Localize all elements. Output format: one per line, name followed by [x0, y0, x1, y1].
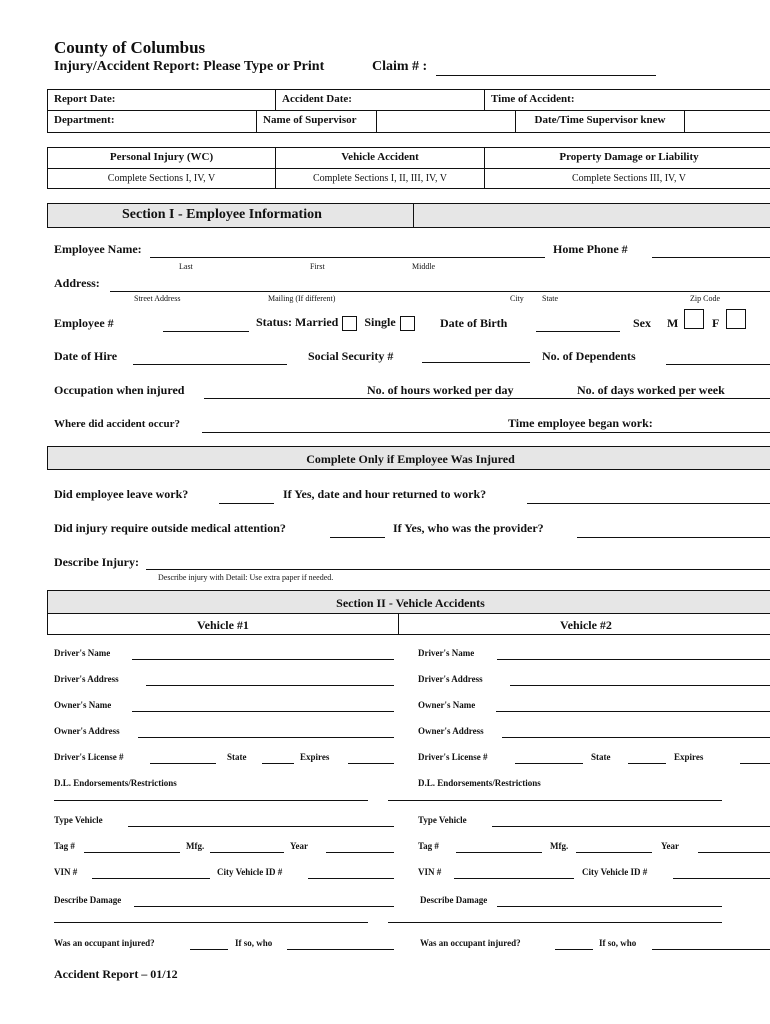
- type-personal-injury-sections: Complete Sections I, IV, V: [47, 168, 276, 189]
- returned-field[interactable]: [527, 503, 770, 504]
- v2-owner-name-label: Owner's Name: [418, 700, 476, 710]
- form-id-footer: Accident Report – 01/12: [54, 967, 178, 981]
- accident-date-label: Accident Date:: [282, 93, 352, 105]
- v2-city-vehicle-id-label: City Vehicle ID #: [582, 867, 648, 877]
- v1-if-so-field[interactable]: [287, 949, 394, 950]
- v1-city-vehicle-id-field[interactable]: [308, 878, 394, 879]
- v2-tag-field[interactable]: [456, 852, 542, 853]
- time-began-label: Time employee began work:: [508, 416, 653, 430]
- v2-city-vehicle-id-field[interactable]: [673, 878, 770, 879]
- medical-attention-field[interactable]: [330, 537, 385, 538]
- v1-occupant-field[interactable]: [190, 949, 228, 950]
- v2-vin-label: VIN #: [418, 867, 442, 877]
- v1-mfg-label: Mfg.: [186, 841, 205, 851]
- ssn-field[interactable]: [422, 362, 530, 363]
- v2-damage-label: Describe Damage: [420, 895, 488, 905]
- v2-state-field[interactable]: [628, 763, 666, 764]
- zip-hint: Zip Code: [690, 294, 720, 303]
- dependents-field[interactable]: [666, 364, 770, 365]
- employee-number-field[interactable]: [163, 331, 249, 332]
- v2-driver-address-field[interactable]: [510, 685, 770, 686]
- v2-damage-field-2[interactable]: [388, 922, 722, 923]
- date-of-hire-label: Date of Hire: [54, 349, 118, 363]
- home-phone-label: Home Phone #: [553, 242, 628, 256]
- section1-header-right: [413, 203, 770, 228]
- v2-occupant-label: Was an occupant injured?: [420, 938, 521, 948]
- v2-owner-name-field[interactable]: [496, 711, 770, 712]
- v1-expires-label: Expires: [300, 752, 330, 762]
- address-field[interactable]: [110, 291, 770, 292]
- single-label: Single: [364, 315, 396, 329]
- supervisor-field[interactable]: [376, 110, 516, 133]
- leave-work-label: Did employee leave work?: [54, 487, 189, 501]
- v1-driver-name-field[interactable]: [132, 659, 394, 660]
- v1-expires-field[interactable]: [348, 763, 394, 764]
- v2-vin-field[interactable]: [454, 878, 574, 879]
- hours-per-day-label: No. of hours worked per day: [367, 383, 514, 397]
- vehicle1-header: [47, 613, 399, 635]
- v1-year-field[interactable]: [326, 852, 394, 853]
- v1-owner-name-label: Owner's Name: [54, 700, 112, 710]
- leave-work-field[interactable]: [219, 503, 274, 504]
- accident-date-cell[interactable]: [275, 89, 485, 111]
- describe-injury-hint: Describe injury with Detail: Use extra paper if needed.: [158, 573, 334, 582]
- v1-endorsements-label: D.L. Endorsements/Restrictions: [54, 778, 177, 788]
- v1-type-vehicle-field[interactable]: [128, 826, 394, 827]
- type-vehicle-accident-title: Vehicle Accident: [341, 151, 419, 163]
- v2-occupant-field[interactable]: [555, 949, 593, 950]
- v2-year-label: Year: [661, 841, 679, 851]
- claim-label: Claim # :: [372, 59, 428, 74]
- v2-license-label: Driver's License #: [418, 752, 488, 762]
- v2-owner-address-field[interactable]: [502, 737, 770, 738]
- provider-field[interactable]: [577, 537, 770, 538]
- v1-state-label: State: [227, 752, 247, 762]
- sex-f-label: F: [712, 316, 720, 330]
- type-personal-injury-title: Personal Injury (WC): [109, 151, 214, 163]
- sex-m-label: M: [667, 316, 679, 330]
- time-of-accident-cell[interactable]: [484, 89, 770, 111]
- section1-title: Section I - Employee Information: [122, 207, 322, 222]
- v2-expires-label: Expires: [674, 752, 704, 762]
- v1-tag-label: Tag #: [54, 841, 75, 851]
- v1-vin-label: VIN #: [54, 867, 78, 877]
- v1-year-label: Year: [290, 841, 308, 851]
- supervisor-label-cell: [256, 110, 377, 133]
- injured-section-header: [47, 446, 770, 470]
- mailing-hint: Mailing (If different): [268, 294, 336, 303]
- v1-if-so-label: If so, who: [235, 938, 273, 948]
- city-hint: City: [510, 294, 524, 303]
- v1-occupant-label: Was an occupant injured?: [54, 938, 155, 948]
- section2-title: Section II - Vehicle Accidents: [336, 596, 485, 610]
- occupation-field[interactable]: [204, 398, 770, 399]
- v2-year-field[interactable]: [698, 852, 770, 853]
- v1-state-field[interactable]: [262, 763, 294, 764]
- v1-damage-field[interactable]: [134, 906, 394, 907]
- v1-driver-address-field[interactable]: [146, 685, 394, 686]
- v1-city-vehicle-id-label: City Vehicle ID #: [217, 867, 283, 877]
- type-personal-injury: [47, 147, 276, 169]
- v2-endorsements-label: D.L. Endorsements/Restrictions: [418, 778, 541, 788]
- type-property-damage: [484, 147, 770, 169]
- v2-endorsements-field[interactable]: [388, 800, 722, 801]
- section1-header: [47, 203, 414, 228]
- v2-license-field[interactable]: [515, 763, 583, 764]
- department-cell[interactable]: [47, 110, 257, 133]
- describe-injury-label: Describe Injury:: [54, 555, 139, 569]
- dob-label: Date of Birth: [440, 316, 508, 330]
- claim-field[interactable]: [436, 75, 656, 76]
- type-vehicle-accident-sections: Complete Sections I, II, III, IV, V: [275, 168, 485, 189]
- supervisor-knew-field[interactable]: [684, 110, 770, 133]
- v2-driver-name-field[interactable]: [497, 659, 770, 660]
- v1-endorsements-field[interactable]: [54, 800, 368, 801]
- v1-type-vehicle-label: Type Vehicle: [54, 815, 103, 825]
- v2-state-label: State: [591, 752, 611, 762]
- supervisor-knew-label: Date/Time Supervisor knew: [534, 114, 666, 126]
- occupation-label: Occupation when injured: [54, 383, 185, 397]
- v2-if-so-field[interactable]: [652, 949, 770, 950]
- v1-owner-address-field[interactable]: [138, 737, 394, 738]
- report-date-cell[interactable]: [47, 89, 276, 111]
- employee-name-field[interactable]: [150, 257, 545, 258]
- vehicle2-title: Vehicle #2: [560, 618, 612, 632]
- org-title: County of Columbus: [54, 38, 206, 57]
- describe-injury-field[interactable]: [146, 569, 770, 570]
- address-label: Address:: [54, 276, 100, 290]
- v2-expires-field[interactable]: [740, 763, 770, 764]
- home-phone-field[interactable]: [652, 257, 770, 258]
- vehicle2-header: [398, 613, 770, 635]
- v1-license-field[interactable]: [150, 763, 216, 764]
- v1-driver-address-label: Driver's Address: [54, 674, 119, 684]
- section2-header: [47, 590, 770, 614]
- v2-tag-label: Tag #: [418, 841, 439, 851]
- provider-label: If Yes, who was the provider?: [393, 521, 544, 535]
- supervisor-knew-label-cell: [515, 110, 685, 133]
- report-date-label: Report Date:: [54, 93, 116, 105]
- v1-damage-label: Describe Damage: [54, 895, 122, 905]
- department-label: Department:: [54, 114, 115, 126]
- v2-if-so-label: If so, who: [599, 938, 637, 948]
- dob-field[interactable]: [536, 331, 620, 332]
- last-hint: Last: [179, 262, 193, 271]
- sex-m-checkbox[interactable]: [684, 309, 704, 329]
- v1-damage-field-2[interactable]: [54, 922, 368, 923]
- v2-owner-address-label: Owner's Address: [418, 726, 484, 736]
- date-of-hire-field[interactable]: [133, 364, 287, 365]
- v2-driver-address-label: Driver's Address: [418, 674, 483, 684]
- first-hint: First: [310, 262, 325, 271]
- v2-type-vehicle-label: Type Vehicle: [418, 815, 467, 825]
- married-label: Status: Married: [256, 315, 339, 329]
- v1-owner-name-field[interactable]: [132, 711, 394, 712]
- v2-mfg-field[interactable]: [576, 852, 652, 853]
- v2-damage-field[interactable]: [497, 906, 722, 907]
- medical-attention-label: Did injury require outside medical attention?: [54, 521, 286, 535]
- supervisor-label: Name of Supervisor: [263, 114, 357, 126]
- single-checkbox[interactable]: [400, 316, 415, 331]
- days-per-week-label: No. of days worked per week: [577, 383, 725, 397]
- v2-driver-name-label: Driver's Name: [418, 648, 475, 658]
- marital-status: [256, 315, 415, 331]
- v1-driver-name-label: Driver's Name: [54, 648, 111, 658]
- v1-vin-field[interactable]: [92, 878, 210, 879]
- sex-label: Sex: [633, 316, 651, 330]
- v2-type-vehicle-field[interactable]: [492, 826, 770, 827]
- middle-hint: Middle: [412, 262, 436, 271]
- v1-tag-field[interactable]: [84, 852, 180, 853]
- injured-section-title: Complete Only if Employee Was Injured: [306, 452, 515, 466]
- v1-license-label: Driver's License #: [54, 752, 124, 762]
- ssn-label: Social Security #: [308, 349, 394, 363]
- type-vehicle-accident: [275, 147, 485, 169]
- time-of-accident-label: Time of Accident:: [491, 93, 575, 105]
- v1-mfg-field[interactable]: [210, 852, 284, 853]
- dependents-label: No. of Dependents: [542, 349, 636, 363]
- married-checkbox[interactable]: [342, 316, 357, 331]
- v1-owner-address-label: Owner's Address: [54, 726, 120, 736]
- sex-f-checkbox[interactable]: [726, 309, 746, 329]
- returned-label: If Yes, date and hour returned to work?: [283, 487, 487, 501]
- type-property-damage-sections: Complete Sections III, IV, V: [484, 168, 770, 189]
- vehicle1-title: Vehicle #1: [197, 618, 249, 632]
- state-hint: State: [542, 294, 558, 303]
- employee-number-label: Employee #: [54, 316, 114, 330]
- employee-name-label: Employee Name:: [54, 242, 142, 256]
- type-property-damage-title: Property Damage or Liability: [559, 151, 699, 163]
- accident-location-label: Where did accident occur?: [54, 418, 180, 430]
- form-subtitle: Injury/Accident Report: Please Type or Print: [54, 59, 325, 74]
- v2-mfg-label: Mfg.: [550, 841, 569, 851]
- accident-location-field[interactable]: [202, 432, 770, 433]
- street-address-hint: Street Address: [134, 294, 181, 303]
